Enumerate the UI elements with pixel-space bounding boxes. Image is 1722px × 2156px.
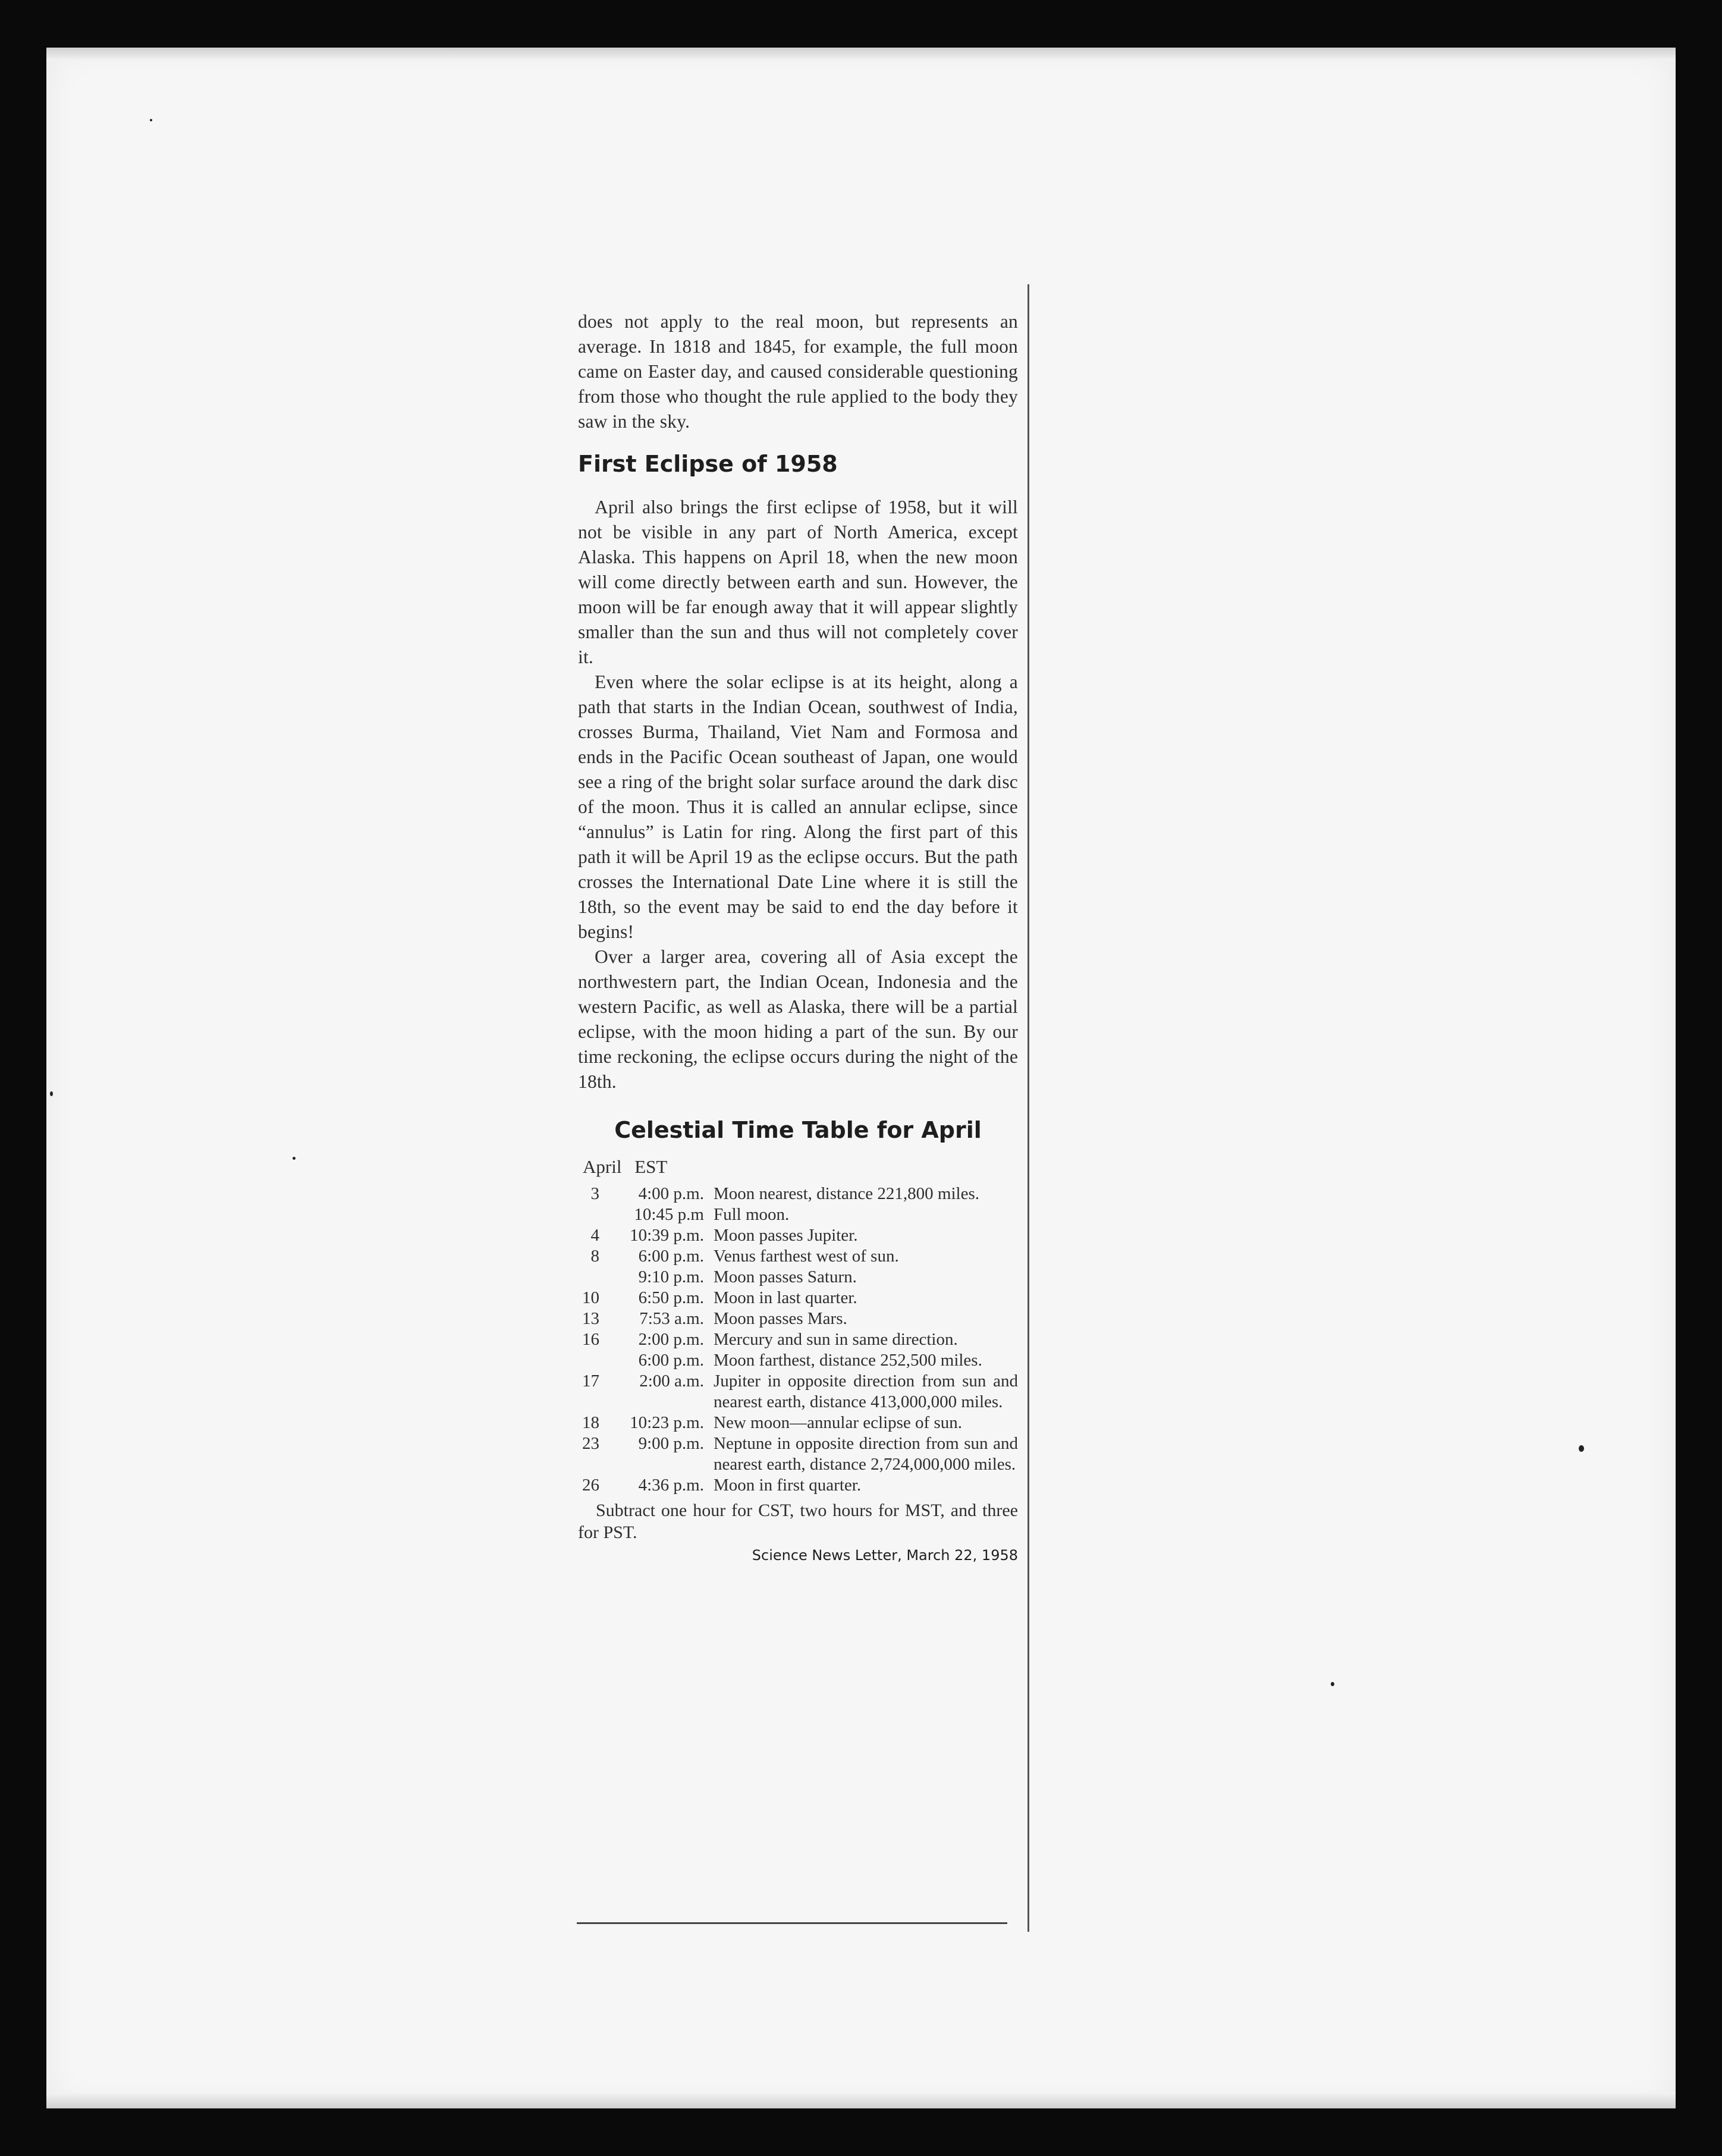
column-rule-right [1027,284,1029,1932]
dust-speck [150,119,152,121]
page-edge-bottom [46,2092,1676,2108]
timetable-time: 4:36 p.m. [638,1476,704,1495]
timetable-row [578,1204,1018,1225]
page-edge-top [46,48,1676,61]
timetable-row [578,1246,1018,1267]
timetable-day: 17 [582,1372,599,1391]
timetable-day: 3 [590,1184,599,1203]
timetable-day: 16 [582,1330,599,1349]
timetable-row [578,1288,1018,1308]
timetable-row [578,1413,1018,1433]
dust-speck [1579,1445,1584,1452]
timetable-day: 23 [582,1434,599,1453]
section-heading-eclipse: First Eclipse of 1958 [578,451,838,477]
timetable-time: 9:00 p.m. [638,1434,704,1453]
timetable-row [578,1371,1018,1413]
timetable-day: 18 [582,1413,599,1432]
timetable-day: 26 [582,1476,599,1495]
timetable-time: 10:23 p.m. [630,1413,704,1432]
timetable-time: 4:00 p.m. [638,1184,704,1203]
timetable-row [578,1329,1018,1350]
timetable-heading: Celestial Time Table for April [614,1117,982,1143]
timetable-event: Neptune in opposite direction from sun and nearest earth, distance 2,724,000,000 miles. [714,1434,1018,1474]
timetable-day: 4 [590,1226,599,1245]
timetable-event: Moon passes Jupiter. [714,1226,858,1245]
dust-speck [50,1091,53,1096]
timetable [578,1184,1018,1496]
timetable-time: 9:10 p.m. [638,1267,704,1286]
column-rule-bottom [577,1922,1007,1924]
timetable-row [578,1308,1018,1329]
timetable-event: Moon farthest, distance 252,500 miles. [714,1351,982,1370]
timetable-time: 10:39 p.m. [630,1226,704,1245]
intro-paragraph: does not apply to the real moon, but represents an average. In 1818 and 1845, for example, the full moon came on Easter day, and caused considerable questioning from those who thought the rule applied to the body they saw in the sky. [578,311,1018,432]
eclipse-paragraph: Over a larger area, covering all of Asia except the northwestern part, the Indian Ocean, Indonesia and the western Pacific, as well as Alaska, there will be a partial eclipse, with the moon hiding a part of the sun. By our time reckoning, the eclipse occurs during the night of the 18th. [578,946,1018,1092]
timetable-day: 13 [582,1309,599,1328]
timetable-row [578,1225,1018,1246]
timetable-event: Moon passes Saturn. [714,1267,857,1286]
timetable-zone-label: EST [634,1156,668,1177]
timetable-time: 7:53 a.m. [639,1309,704,1328]
dust-speck [293,1157,296,1160]
timetable-event: Full moon. [714,1205,790,1224]
timetable-time: 6:50 p.m. [638,1288,704,1307]
timetable-event: Venus farthest west of sun. [714,1247,899,1266]
timetable-row [578,1184,1018,1204]
timetable-time: 6:00 p.m. [638,1247,704,1266]
newspaper-clipping [578,309,1018,1564]
timetable-event: Moon passes Mars. [714,1309,847,1328]
timetable-time: 10:45 p.m [634,1205,704,1224]
timetable-row [578,1475,1018,1496]
timetable-day [578,1267,603,1288]
timetable-event: Jupiter in opposite direction from sun and nearest earth, distance 413,000,000 miles. [714,1372,1018,1411]
timezone-note: Subtract one hour for CST, two hours for MST, and three for PST. [578,1501,1018,1542]
timetable-event: New moon—annular eclipse of sun. [714,1413,962,1432]
timetable-row [578,1267,1018,1288]
timetable-time: 2:00 p.m. [638,1330,704,1349]
timetable-row [578,1433,1018,1475]
timetable-event: Moon in last quarter. [714,1288,857,1307]
timetable-month-label: April [583,1156,622,1177]
source-citation: Science News Letter, March 22, 1958 [752,1547,1018,1564]
eclipse-paragraph: April also brings the first eclipse of 1958, but it will not be visible in any part of North America, except Alaska. This happens on April 18, when the new moon will come directly between earth and sun. However, the moon will be far enough away that it will appear slightly smaller than the sun and thus will not completely cover it. [578,497,1018,667]
timetable-day [578,1350,603,1371]
timetable-event: Moon in first quarter. [714,1476,862,1495]
eclipse-paragraph: Even where the solar eclipse is at its height, along a path that starts in the Indian Ocean, southwest of India, crosses Burma, Thailand, Viet Nam and Formosa and ends in the Pacific Ocean southeast of Japan, one would see a ring of the bright solar surface around the dark disc of the moon. Thus it is called an annular eclipse, since “annulus” is Latin for ring. Along the first part of this path it will be April 19 as the eclipse occurs. But the path crosses the International Date Line where it is still the 18th, so the event may be said to end the day before it begins! [578,671,1018,942]
timetable-time: 2:00 a.m. [639,1372,704,1391]
timetable-event: Mercury and sun in same direction. [714,1330,958,1349]
timetable-time: 6:00 p.m. [638,1351,704,1370]
timetable-event: Moon nearest, distance 221,800 miles. [714,1184,979,1203]
timetable-day [578,1204,603,1225]
timetable-row [578,1350,1018,1371]
timetable-day: 8 [590,1247,599,1266]
dust-speck [1331,1682,1334,1686]
timetable-column-header [583,1156,1018,1178]
timetable-day: 10 [582,1288,599,1307]
